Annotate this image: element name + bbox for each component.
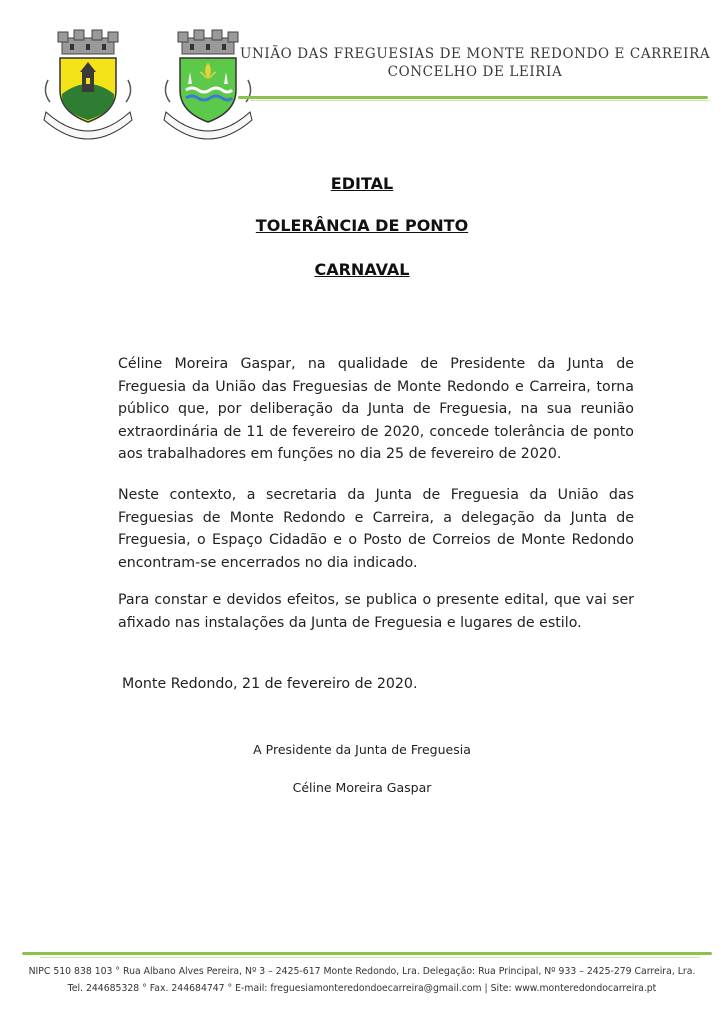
paragraph-announcement: Céline Moreira Gaspar, na qualidade de Presidente da Junta de Freguesia da União das Freguesias de Monte Redondo e Carreira, torna público que, por deliberação da Junta de Freguesia, na sua reunião extraordinária de 11 de fevereiro de 2020, concede tolerância de ponto aos trabalhadores em funções no dia 25 de fevereiro de 2020.: [118, 356, 634, 463]
occasion-heading: CARNAVAL: [314, 260, 410, 279]
date-line: Monte Redondo, 21 de fevereiro de 2020.: [122, 676, 418, 692]
signatory-name: Céline Moreira Gaspar: [292, 780, 432, 795]
document-type-heading: EDITAL: [330, 174, 394, 193]
signatory-role: A Presidente da Junta de Freguesia: [253, 742, 471, 757]
header-divider-shadow: [250, 100, 710, 101]
footer-contact-line: Tel. 244685328 ° Fax. 244684747 ° E-mail: freguesiamonteredondoecarreira@gmail.com | Site: www.monteredondocarreira.pt: [67, 983, 657, 994]
header-divider: [238, 96, 708, 99]
monte-redondo-crest: [40, 28, 136, 146]
footer-divider: [22, 952, 712, 955]
footer-divider-shadow: [40, 957, 700, 958]
subject-heading: TOLERÂNCIA DE PONTO: [255, 216, 469, 235]
footer-address-line: NIPC 510 838 103 ° Rua Albano Alves Pereira, Nº 3 – 2425-617 Monte Redondo, Lra. Delegação: Rua Principal, Nº 933 – 2425-279 Carreira, Lra.: [28, 966, 696, 977]
paragraph-publication: Para constar e devidos efeitos, se publica o presente edital, que vai ser afixado nas instalações da Junta de Freguesia e lugares de estilo.: [118, 592, 634, 631]
organization-name: UNIÃO DAS FREGUESIAS DE MONTE REDONDO E CARREIRA: [240, 46, 711, 62]
paragraph-closures: Neste contexto, a secretaria da Junta de Freguesia da União das Freguesias de Monte Redondo e Carreira, a delegação da Junta de Freguesia, o Espaço Cidadão e o Posto de Correios de Monte Redondo encontram-se encerrados no dia indicado.: [118, 487, 634, 571]
council-name: CONCELHO DE LEIRIA: [387, 64, 563, 80]
letterhead: [240, 46, 710, 80]
